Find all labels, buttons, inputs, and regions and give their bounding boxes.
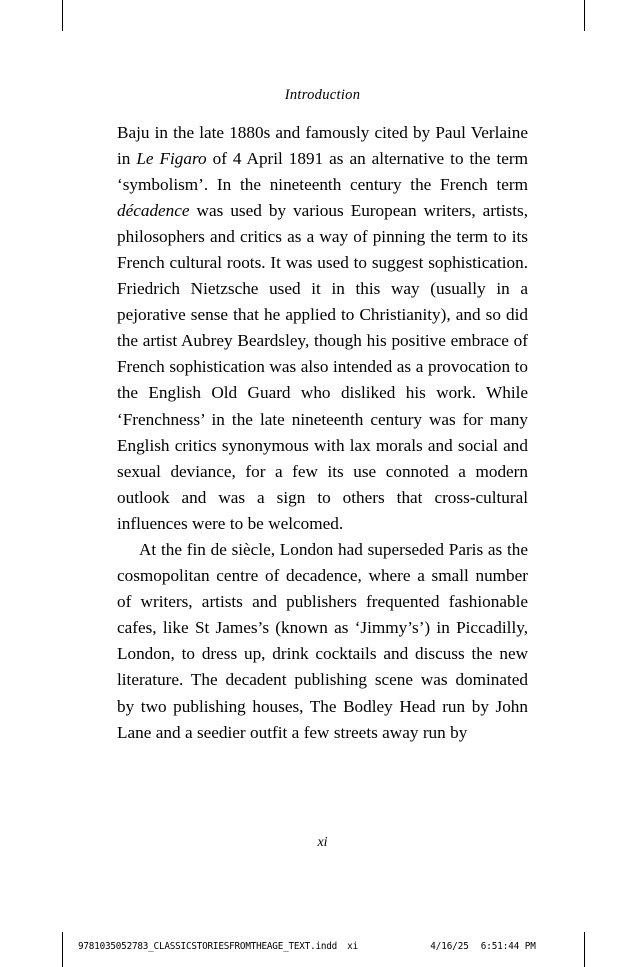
crop-mark-bottom-left <box>62 932 63 967</box>
imprint-slug-line <box>78 940 578 953</box>
body-copy <box>117 120 528 746</box>
slug-time: 6:51:44 PM <box>480 941 536 952</box>
slug-date: 4/16/25 <box>430 941 469 952</box>
italic-phrase: décadence <box>117 200 190 220</box>
crop-mark-top-right <box>584 0 585 31</box>
italic-phrase: Le Figaro <box>136 148 207 168</box>
page-text-block <box>117 88 528 746</box>
running-head: Introduction <box>284 87 361 103</box>
text-run: was used by various European writers, artists, philosophers and critics as a way of pinning the term to its French cultural roots. It was used to suggest sophistication. Friedrich Nietzsche used it in this way (usually in a pejorative sense that he applied to Christianity), and so did the artist Aubrey Beardsley, though his positive embrace of French sophistication was also intended as a provocation to the English Old Guard who disliked his work. While ‘Frenchness’ in the late nineteenth century was for many English critics synonymous with lax morals and social and sexual deviance, for a few its use connoted a modern outlook and was a sign to others that cross-cultural influences were to be welcomed. <box>117 200 528 533</box>
text-run: At the fin de siècle, London had superseded Paris as the cosmopolitan centre of decadence, where a small number of writers, artists and publishers frequented fashionable cafes, like St James’s (known as ‘Jimmy’s’) in Piccadilly, London, to dress up, drink cocktails and discuss the new literature. The decadent publishing scene was dominated by two publishing houses, The Bodley Head run by John Lane and a seedier outfit a few streets away run by <box>117 540 528 742</box>
paragraph <box>117 120 528 538</box>
slug-filename: 9781035052783_CLASSICSTORIESFROMTHEAGE_TEXT.indd <box>78 941 338 952</box>
slug-folio: xi <box>347 941 359 952</box>
text-run: Baju in the late 1880s and famously cited by Paul Verlaine in <box>117 122 528 168</box>
text-run: of 4 April 1891 as an alternative to the term ‘symbolism’. In the nineteenth century the French term <box>117 148 528 194</box>
page-folio: xi <box>317 835 328 850</box>
paragraph <box>117 537 528 746</box>
crop-mark-top-left <box>62 0 63 31</box>
crop-mark-bottom-right <box>584 932 585 967</box>
